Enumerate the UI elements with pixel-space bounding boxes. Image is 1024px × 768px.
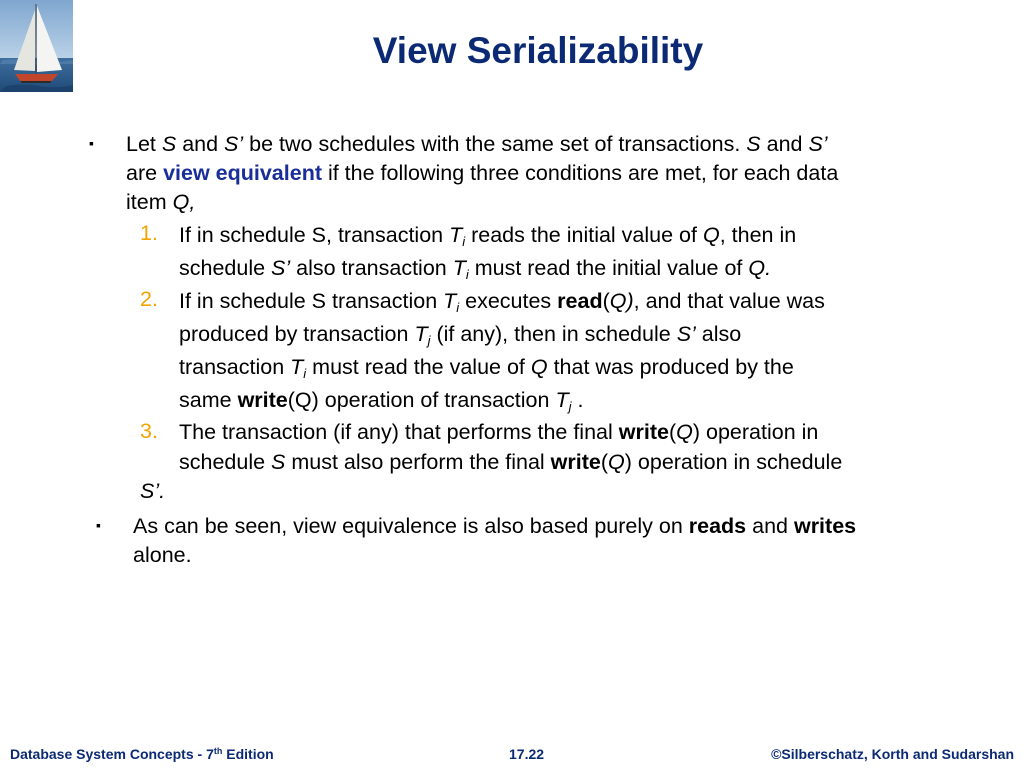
symbol-S-prime: S’ xyxy=(808,132,828,156)
text-run: be two schedules with the same set of transactions. xyxy=(243,132,747,156)
footer-superscript: th xyxy=(213,746,223,756)
symbol-Q: Q, xyxy=(172,190,196,214)
bullet-definition xyxy=(126,130,838,217)
bullet-marker: ▪ xyxy=(89,135,94,151)
text-run: If in schedule S, transaction xyxy=(179,223,450,247)
term-view-equivalent: view equivalent xyxy=(163,161,322,185)
text-run: , then in xyxy=(719,223,797,247)
symbol-Q: Q xyxy=(530,355,548,379)
symbol-T: T xyxy=(290,355,304,379)
symbol-S-prime: S’ xyxy=(271,256,291,280)
text-run: must also perform the final xyxy=(285,450,551,474)
condition-3 xyxy=(179,417,842,477)
symbol-Q: Q. xyxy=(748,256,772,280)
text-line xyxy=(179,285,825,318)
symbol-S: S xyxy=(161,132,177,156)
text-run: that was produced by the xyxy=(547,355,794,379)
text-run: Let xyxy=(126,132,162,156)
keyword-reads: reads xyxy=(688,514,747,538)
condition-number: 2. xyxy=(140,287,158,311)
text-run: are xyxy=(126,161,164,185)
symbol-T: T xyxy=(555,388,569,412)
text-run: if the following three conditions are met, for each data xyxy=(321,161,839,185)
text-run: and xyxy=(746,514,794,538)
text-run: As can be seen, view equivalence is also based purely on xyxy=(133,514,689,538)
symbol-S-prime: S’. xyxy=(140,479,166,503)
text-line xyxy=(179,384,825,417)
text-run: item xyxy=(126,190,173,214)
condition-2 xyxy=(179,285,825,417)
text-line xyxy=(126,130,838,159)
text-run: ( xyxy=(600,450,609,474)
text-run: ) operation in xyxy=(692,420,819,444)
symbol-T: T xyxy=(443,289,457,313)
text-run: The transaction (if any) that performs the final xyxy=(179,420,619,444)
keyword-writes: writes xyxy=(793,514,857,538)
subscript-i: i xyxy=(462,234,466,249)
footer-copyright: ©Silberschatz, Korth and Sudarshan xyxy=(771,746,1014,762)
symbol-Q: Q xyxy=(702,223,720,247)
symbol-T: T xyxy=(452,256,466,280)
text-run: executes xyxy=(459,289,558,313)
symbol-Q: Q xyxy=(608,450,625,474)
text-run: same xyxy=(179,388,238,412)
symbol-S-prime: S’ xyxy=(676,322,696,346)
condition-number: 1. xyxy=(140,221,158,245)
bullet-summary xyxy=(133,512,856,570)
text-line xyxy=(179,219,796,252)
subscript-j: j xyxy=(427,333,431,348)
text-run: , and that value was xyxy=(633,289,825,313)
subscript-j: j xyxy=(568,399,572,414)
symbol-S: S xyxy=(271,450,286,474)
slide-title: View Serializability xyxy=(372,30,704,71)
text-line xyxy=(179,417,842,447)
keyword-write: write xyxy=(550,450,601,474)
text-line xyxy=(179,351,825,384)
text-run: reads the initial value of xyxy=(465,223,703,247)
text-run: produced by transaction xyxy=(179,322,415,346)
text-line xyxy=(179,252,796,285)
text-line xyxy=(133,512,856,541)
subscript-i: i xyxy=(456,300,460,315)
text-run: (if any), then in schedule xyxy=(430,322,677,346)
text-line xyxy=(179,318,825,351)
text-line xyxy=(126,188,838,217)
text-run: transaction xyxy=(179,355,291,379)
text-line: alone. xyxy=(133,543,192,567)
keyword-write: write xyxy=(237,388,288,412)
keyword-read: read xyxy=(557,289,603,313)
symbol-S-prime: S’ xyxy=(224,132,244,156)
condition-number: 3. xyxy=(140,419,158,443)
footer-text: Edition xyxy=(222,746,274,762)
subscript-i: i xyxy=(303,366,307,381)
symbol-T: T xyxy=(449,223,463,247)
text-run: If in schedule S transaction xyxy=(179,289,444,313)
subscript-i: i xyxy=(465,267,469,282)
text-run: and xyxy=(176,132,225,156)
text-run: (Q) operation of transaction xyxy=(287,388,556,412)
footer-book-title xyxy=(10,746,274,762)
text-run: also transaction xyxy=(290,256,453,280)
condition-1 xyxy=(179,219,796,285)
text-run: ) operation in schedule xyxy=(624,450,843,474)
keyword-write: write xyxy=(618,420,669,444)
text-run: schedule xyxy=(179,450,272,474)
footer-slide-number: 17.22 xyxy=(509,746,545,762)
footer-text: Database System Concepts - 7 xyxy=(10,746,214,762)
text-run: schedule xyxy=(179,256,272,280)
text-line xyxy=(179,447,842,477)
text-run: . xyxy=(571,388,584,412)
text-run: and xyxy=(760,132,809,156)
text-run: must read the value of xyxy=(306,355,531,379)
symbol-Q: Q) xyxy=(609,289,634,313)
text-run: must read the initial value of xyxy=(468,256,749,280)
symbol-Q: Q xyxy=(676,420,693,444)
text-line xyxy=(126,159,838,188)
text-run: also xyxy=(695,322,742,346)
text-run: ( xyxy=(668,420,677,444)
text-run: ( xyxy=(602,289,610,313)
bullet-marker: ▪ xyxy=(96,517,101,533)
symbol-S: S xyxy=(746,132,761,156)
symbol-T: T xyxy=(414,322,428,346)
